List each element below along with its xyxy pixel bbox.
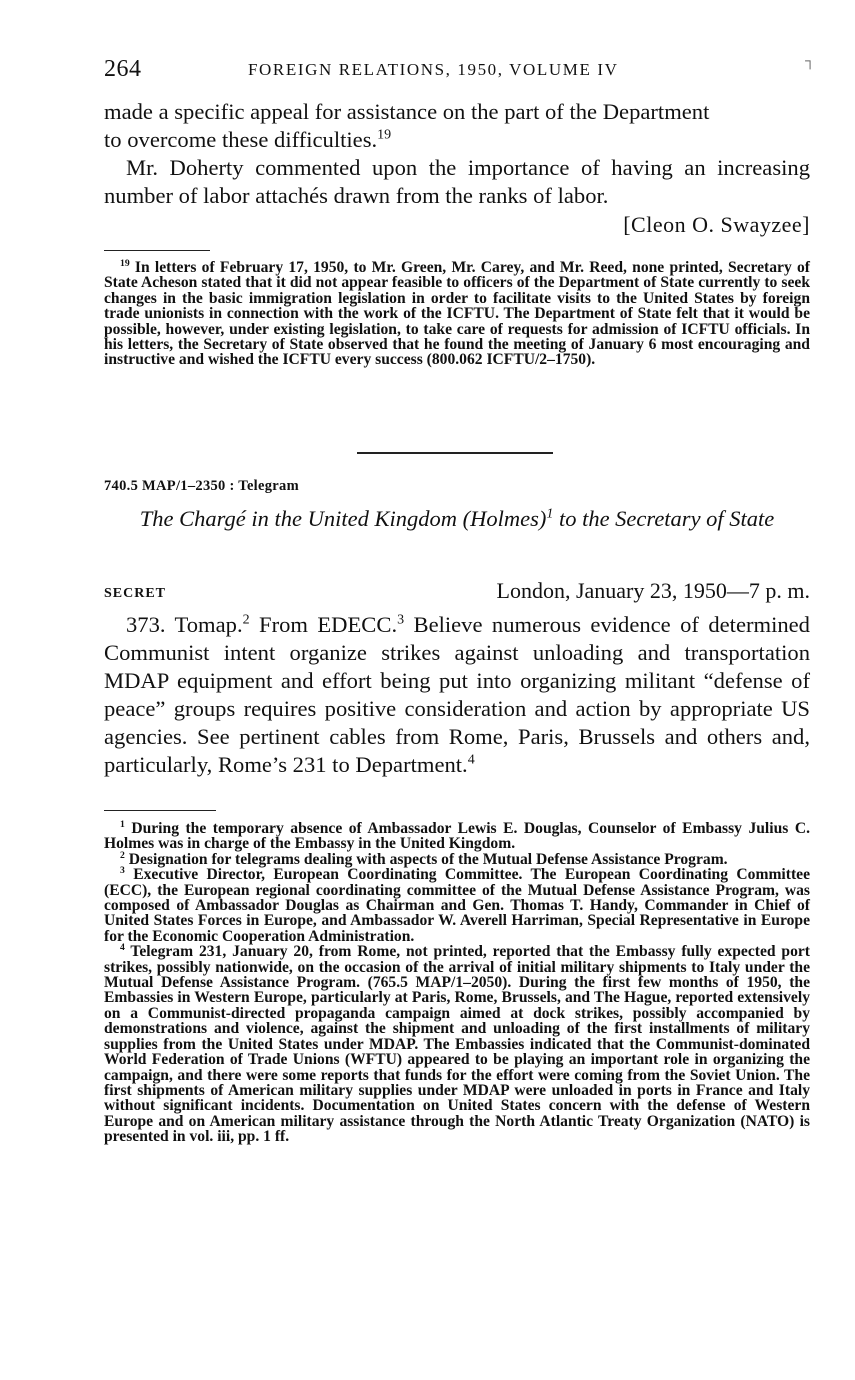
signature: [Cleon O. Swayzee] xyxy=(623,212,810,237)
footnotes xyxy=(104,818,810,1146)
footnote-separator-2 xyxy=(104,810,216,811)
continued-line-2: to overcome these difficulties.$^{19}$ xyxy=(104,127,392,152)
section-divider xyxy=(357,452,553,454)
footnote-19-marker: 19 xyxy=(120,257,130,269)
corner-mark: ┐ xyxy=(805,54,815,69)
footnote-separator-1 xyxy=(104,250,210,251)
footnote-ref-19: 19 xyxy=(377,127,392,143)
classification: SECRET xyxy=(104,586,167,601)
doherty-paragraph: Mr. Doherty commented upon the importance of having an increasing number of labor attachés drawn from the ranks of labor. xyxy=(104,155,810,208)
continued-line-1: made a specific appeal for assistance on the part of the Department xyxy=(104,99,710,124)
continued-text xyxy=(104,98,810,210)
title-footnote-ref: 1 xyxy=(546,506,554,522)
file-number: 740.5 MAP/1–2350 : Telegram xyxy=(104,478,299,494)
running-head: FOREIGN RELATIONS, 1950, VOLUME IV xyxy=(248,60,619,79)
footnote-3: $^3$ Executive Director, European Coordinating Committee. The European Coordinating Committee (ECC), the European regional coordinating committee of the Mutual Defense Assistance Program, was composed of Ambassador Douglas as Chairman and Gen. Thomas T. Handy, Commander in Chief of United States Forces in Europe, and Ambassador W. Averell Harriman, Special Representative in Europe for the Economic Cooperation Administration. xyxy=(104,865,810,945)
page-number: 264 xyxy=(104,56,142,82)
telegram-body: 373. Tomap.$^2$ From EDECC.$^3$ Believe numerous evidence of determined Communist intent organize strikes against unloading and transportation MDAP equipment and effort being put into organizing militant “defense of peace” groups requires positive consideration and action by appropriate US agencies. See pertinent cables from Rome, Paris, Brussels and others and, particularly, Rome’s 231 to Department.$^4$ xyxy=(104,612,810,777)
page-header xyxy=(104,54,815,84)
dateline: London, January 23, 1950—7 p. m. xyxy=(496,578,810,603)
document-title: The Chargé in the United Kingdom (Holmes)$^1$ to the Secretary of State xyxy=(139,506,775,531)
footnote-1: $^1$ During the temporary absence of Ambassador Lewis E. Douglas, Counselor of Embassy Julius C. Holmes was in charge of the Embassy in the United Kingdom. xyxy=(104,818,810,853)
footnote-19: $^{19}$ In letters of February 17, 1950, to Mr. Green, Mr. Carey, and Mr. Reed, none printed, Secretary of State Acheson stated that it did not appear feasible to officers of the Department of State currently to seek changes in the basic immigration legislation in order to facilitate visits to the United States by foreign trade unionists in connection with the work of the ICFTU. The Department of State felt that it would be possible, however, under existing legislation, to take care of requests for admission of ICFTU officials. In his letters, the Secretary of State observed that he found the meeting of January 6 most encouraging and instructive and wished the ICFTU every success (800.062 ICFTU/2–1750). xyxy=(104,257,810,369)
footnote-2: $^2$ Designation for telegrams dealing with aspects of the Mutual Defense Assistance Program. xyxy=(120,849,728,868)
footnote-4: $^4$ Telegram 231, January 20, from Rome, not printed, reported that the Embassy fully expected port strikes, possibly nationwide, on the occasion of the arrival of initial military shipments to Italy under the Mutual Defense Assistance Program. (765.5 MAP/1–2050). During the first few months of 1950, the Embassies in Western Europe, particularly at Paris, Rome, Brussels, and The Hague, reported extensively on a Communist-directed propaganda campaign aimed at dock strikes, possibly accompanied by demonstrations and violence, against the shipment and unloading of the first installments of military supplies from the United States under MDAP. The Embassies indicated that the Communist-dominated World Federation of Trade Unions (WFTU) appeared to be playing an important role in organizing the campaign, and there were some reports that funds for the effort were coming from the Soviet Union. The first shipments of American military supplies under MDAP were unloaded in ports in France and Italy without significant incidents. Documentation on United States concern with the defense of Western Europe and on American military assistance through the North Atlantic Treaty Organization (NATO) is presented in vol. iii, pp. 1 ff. xyxy=(104,942,810,1146)
